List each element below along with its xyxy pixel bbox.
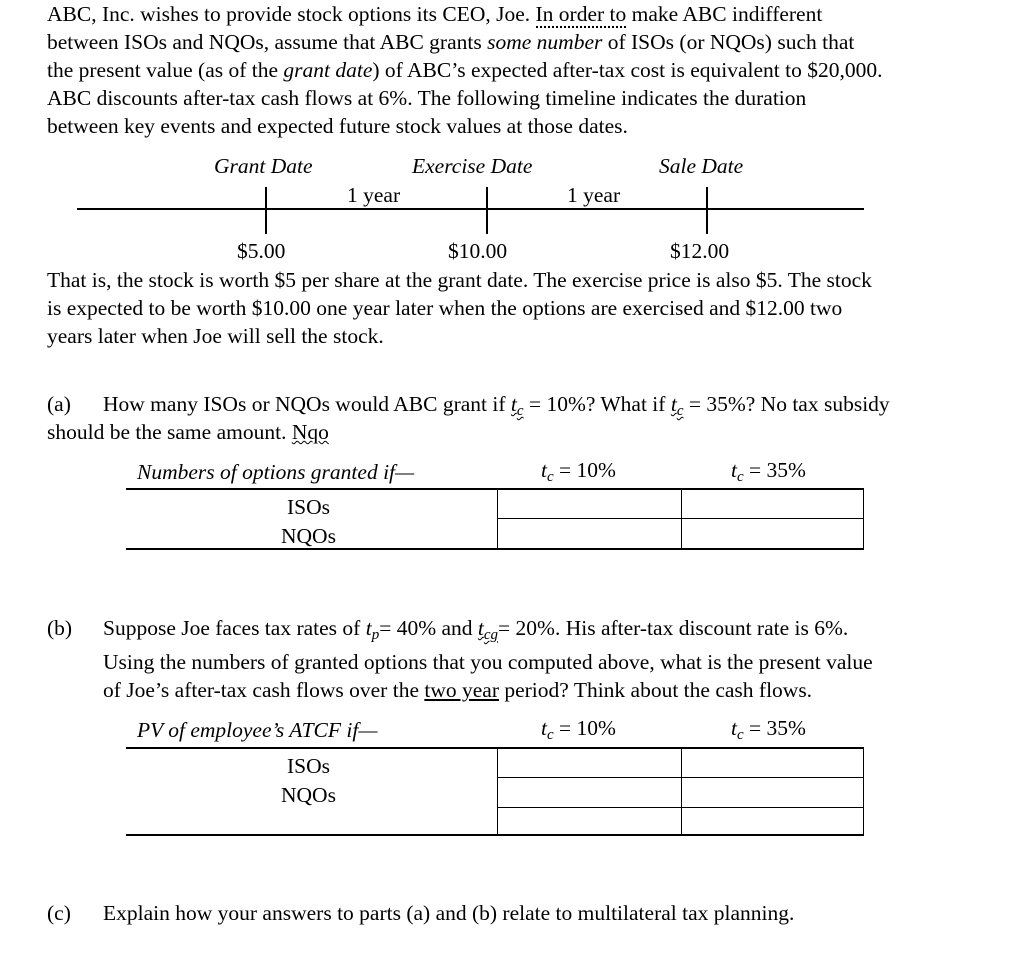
- part-b-answer-extra-35[interactable]: [681, 807, 864, 836]
- part-a-table-title: Numbers of options granted if—: [137, 460, 415, 484]
- intro-line-1: ABC, Inc. wishes to provide stock options its CEO, Joe. In order to make ABC indifferent: [47, 2, 823, 26]
- intro-line-3: the present value (as of the grant date) of ABC’s expected after-tax cost is equivalent to $20,000.: [47, 58, 883, 82]
- grant-price: $5.00: [237, 239, 286, 263]
- part-a-col-1-header: $t_c = 10\%$: [541, 458, 616, 485]
- nqo-handwritten-note: Nqo: [291, 420, 329, 444]
- part-b-question-line-3: of Joe’s after-tax cash flows over the two year period? Think about the cash flows.: [103, 678, 813, 702]
- part-b-prefix: (b): [47, 616, 73, 640]
- part-b-answer-isos-10[interactable]: [497, 747, 682, 778]
- intro-line-5: between key events and expected future stock values at those dates.: [47, 114, 628, 138]
- part-a-table-bottom-rule: [126, 548, 864, 550]
- interval-2-label: 1 year: [567, 183, 621, 207]
- explain-line-1: That is, the stock is worth $5 per share at the grant date. The exercise price is also $5. The stock: [47, 268, 872, 292]
- exercise-date-label: Exercise Date: [412, 154, 533, 178]
- sale-price: $12.00: [670, 239, 730, 263]
- exercise-date-tick: [486, 187, 488, 234]
- part-a-answer-nqos-10[interactable]: [497, 518, 682, 549]
- grant-date-tick: [265, 187, 267, 234]
- intro-line-4: ABC discounts after-tax cash flows at 6%. The following timeline indicates the duration: [47, 86, 807, 110]
- interval-1-label: 1 year: [347, 183, 401, 207]
- part-b-row-nqos: NQOs: [281, 783, 336, 807]
- part-a-prefix: (a): [47, 392, 71, 416]
- part-c-prefix: (c): [47, 901, 71, 925]
- part-a-row-nqos: NQOs: [281, 524, 336, 548]
- sale-date-tick: [706, 187, 708, 234]
- part-a-answer-isos-35[interactable]: [681, 488, 864, 519]
- part-c-question: Explain how your answers to parts (a) and (b) relate to multilateral tax planning.: [103, 901, 795, 925]
- intro-paragraph: [47, 0, 1012, 140]
- part-b-answer-nqos-10[interactable]: [497, 777, 682, 808]
- explain-line-3: years later when Joe will sell the stock.: [47, 324, 384, 348]
- grant-date-label: Grant Date: [214, 154, 313, 178]
- in-order-to-text: In order to: [535, 2, 627, 26]
- part-a-question-line-2: should be the same amount. Nqo: [47, 420, 329, 444]
- part-b-col-1-header: $t_c = 10\%$: [541, 716, 616, 743]
- part-b-answer-nqos-35[interactable]: [681, 777, 864, 808]
- part-b-question-line-1: Suppose Joe faces tax rates of $t_p= 40\%$ and $t_{cg}= 20\%$. His after-tax discount rate is 6%.: [103, 616, 849, 643]
- part-a-question-line-1: How many ISOs or NQOs would ABC grant if $t_c = 10\%$? What if $t_c = 35\%$? No tax subsidy: [103, 392, 890, 419]
- part-b-row-isos: ISOs: [287, 754, 331, 778]
- part-b-answer-isos-35[interactable]: [681, 747, 864, 778]
- sale-date-label: Sale Date: [659, 154, 744, 178]
- timeline-axis: [77, 208, 864, 210]
- part-b-table-bottom-rule: [126, 834, 864, 836]
- part-a-row-isos: ISOs: [287, 495, 331, 519]
- explain-line-2: is expected to be worth $10.00 one year later when the options are exercised and $12.00 two: [47, 296, 843, 320]
- part-a-col-2-header: $t_c = 35\%$: [731, 458, 806, 485]
- part-b-question-line-2: Using the numbers of granted options that you computed above, what is the present value: [103, 650, 873, 674]
- explain-paragraph: [47, 266, 1012, 350]
- part-b-table-title: PV of employee’s ATCF if—: [137, 718, 378, 742]
- part-b-col-2-header: $t_c = 35\%$: [731, 716, 806, 743]
- part-a-answer-isos-10[interactable]: [497, 488, 682, 519]
- part-a-answer-nqos-35[interactable]: [681, 518, 864, 549]
- intro-line-2: between ISOs and NQOs, assume that ABC grants some number of ISOs (or NQOs) such that: [47, 30, 855, 54]
- exercise-price: $10.00: [448, 239, 508, 263]
- part-b-answer-extra-10[interactable]: [497, 807, 682, 836]
